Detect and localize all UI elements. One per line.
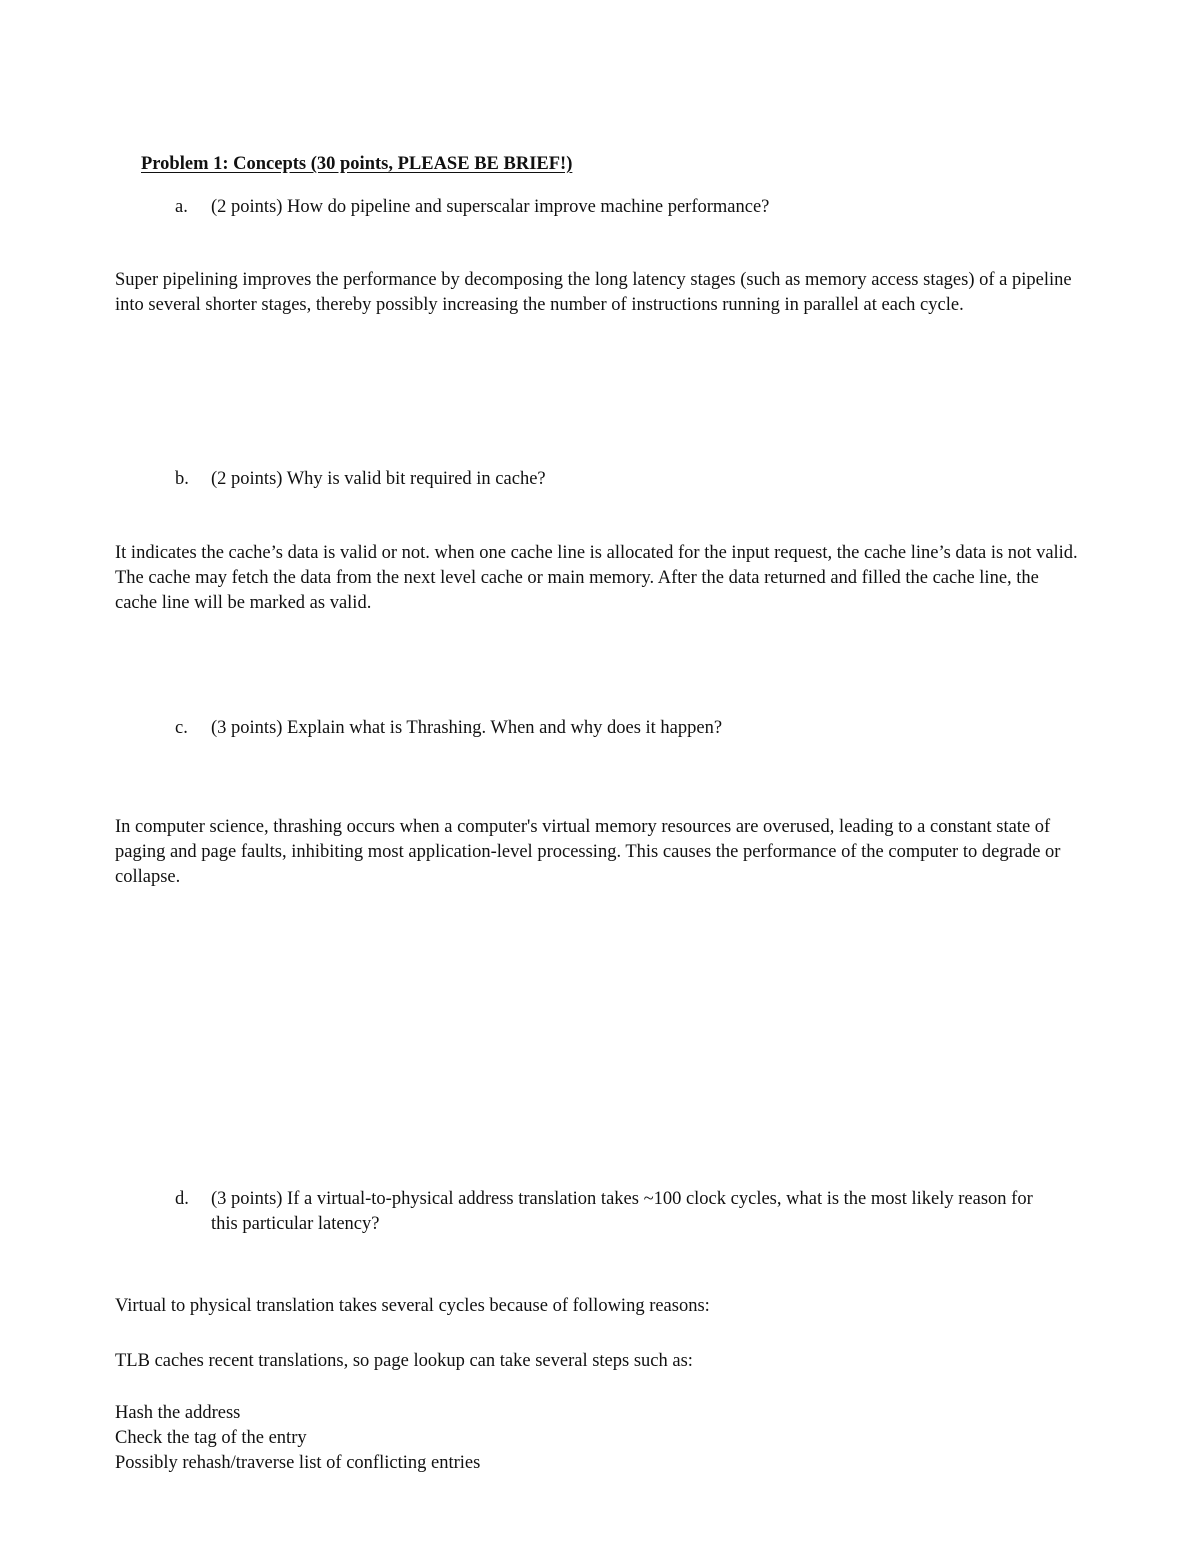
question-a [175, 195, 1055, 220]
answer-d-tlb-text: TLB caches recent translations, so page lookup can take several steps such as: [115, 1351, 693, 1371]
answer-d-intro [115, 1294, 1085, 1319]
question-d-letter: d. [175, 1189, 189, 1209]
question-c-letter: c. [175, 718, 188, 738]
answer-d-intro-text: Virtual to physical translation takes several cycles because of following reasons: [115, 1296, 710, 1316]
answer-b [115, 541, 1085, 616]
answer-a-text: Super pipelining improves the performance by decomposing the long latency stages (such as memory access stages) of a pipeline into several shorter stages, thereby possibly increasing the number of instructions running in parallel at each cycle. [115, 270, 1072, 315]
answer-a [115, 268, 1085, 318]
question-b-letter: b. [175, 469, 189, 489]
question-c [175, 716, 1055, 741]
answer-b-text: It indicates the cache’s data is valid or not. when one cache line is allocated for the input request, the cache line’s data is not valid. The cache may fetch the data from the next level cache or main memory. After the data returned and filled the cache line, the cache line will be marked as valid. [115, 543, 1078, 613]
answer-c [115, 815, 1085, 890]
question-c-text: (3 points) Explain what is Thrashing. When and why does it happen? [211, 718, 723, 738]
step-item: Hash the address [115, 1403, 241, 1423]
question-b [175, 467, 1055, 492]
step-item: Check the tag of the entry [115, 1428, 307, 1448]
answer-d-steps [115, 1401, 1085, 1476]
question-b-text: (2 points) Why is valid bit required in cache? [211, 469, 546, 489]
answer-c-text: In computer science, thrashing occurs when a computer's virtual memory resources are overused, leading to a constant state of paging and page faults, inhibiting most application-level processing. This causes the performance of the computer to degrade or collapse. [115, 817, 1061, 887]
step-item: Possibly rehash/traverse list of conflicting entries [115, 1453, 481, 1473]
question-a-text: (2 points) How do pipeline and superscalar improve machine performance? [211, 197, 770, 217]
question-d [175, 1187, 1055, 1237]
problem-title: Problem 1: Concepts (30 points, PLEASE BE BRIEF!) [141, 154, 573, 174]
question-d-text: (3 points) If a virtual-to-physical address translation takes ~100 clock cycles, what is the most likely reason for this particular latency? [211, 1189, 1033, 1234]
answer-d-tlb [115, 1349, 1085, 1374]
question-a-letter: a. [175, 197, 188, 217]
